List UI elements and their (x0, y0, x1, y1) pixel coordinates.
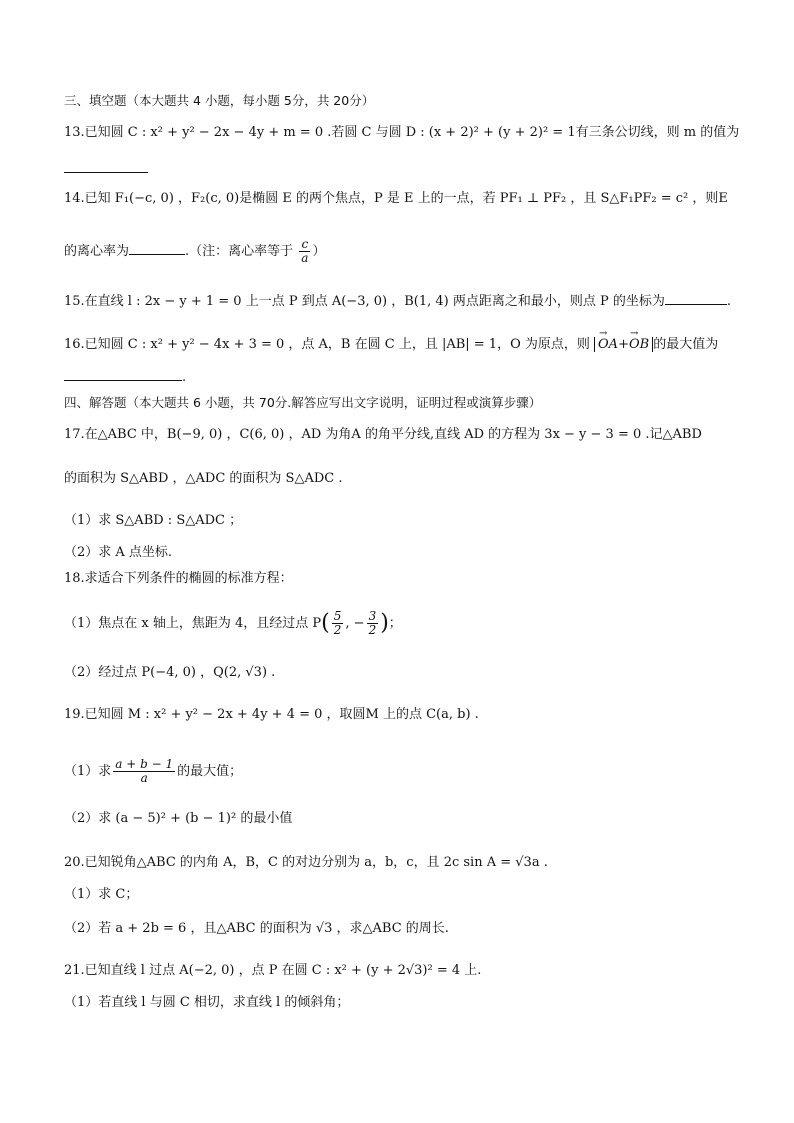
question-21-part1: （1）若直线 l 与圆 C 相切，求直线 l 的倾斜角； (64, 995, 350, 1010)
question-14-line2 (64, 238, 325, 265)
question-20-part1: （1）求 C； (64, 887, 139, 902)
q16-text: 16.已知圆 C : x² + y² − 4x + 3 = 0 ，点 A，B 在圆 C 上，且 |AB| = 1，O 为原点，则 (64, 337, 590, 352)
frac-numerator: c (299, 238, 310, 252)
question-18-title: 18.求适合下列条件的椭圆的标准方程： (64, 571, 293, 586)
q14-note: .（注：离心率等于 (185, 244, 294, 259)
q16-tail: 的最大值为 (653, 337, 719, 352)
vector-ob: → OB (629, 336, 649, 354)
frac-numerator: 5 (333, 609, 342, 623)
answer-blank-13 (64, 158, 148, 173)
question-20-title: 20.已知锐角△ABC 的内角 A，B，C 的对边分别为 a，b，c，且 2c sin A = √3a . (64, 855, 548, 870)
question-21-title: 21.已知直线 l 过点 A(−2, 0) ，点 P 在圆 C : x² + (y + 2√3)² = 4 上. (64, 963, 482, 978)
frac-numerator: 3 (368, 609, 377, 623)
eccentricity-fraction (299, 238, 310, 265)
q16-end: . (182, 370, 187, 385)
question-15 (64, 292, 731, 311)
fraction-expression (113, 758, 175, 785)
question-17-part2: （2）求 A 点坐标. (64, 545, 173, 560)
question-19-part2: （2）求 (a − 5)² + (b − 1)² 的最小值 (64, 811, 293, 826)
question-18-part2: （2）经过点 P(−4, 0) ，Q(2, √3) . (64, 665, 276, 680)
answer-blank-16 (64, 368, 182, 381)
section-4-heading: 四、解答题（本大题共 6 小题，共 70分.解答应写出文字说明，证明过程或演算步骤） (64, 395, 542, 410)
question-16-answer (64, 368, 186, 387)
question-20-part2: （2）若 a + 2b = 6 ，且△ABC 的面积为 √3 ，求△ABC 的周长. (64, 921, 449, 936)
question-16 (64, 336, 718, 354)
question-14-line1: 14.已知 F₁(−c, 0) ，F₂(c, 0)是椭圆 E 的两个焦点，P 是 E 上的一点，若 PF₁ ⊥ PF₂ ，且 S△F₁PF₂ = c² ，则E (64, 191, 728, 206)
fraction-5-2 (332, 610, 344, 637)
q19-part1-post: 的最大值； (177, 764, 243, 779)
answer-blank-15 (665, 292, 727, 305)
open-paren: ( (321, 610, 330, 636)
q14-text: 的离心率为 (64, 244, 130, 259)
section-3-heading: 三、填空题（本大题共 4 小题，每小题 5分，共 20分） (64, 93, 375, 108)
q18-part1-text: （1）焦点在 x 轴上，焦距为 4，且经过点 P (64, 616, 322, 631)
close-paren: ) (380, 610, 389, 636)
q15-end: . (726, 294, 731, 309)
question-13: 13.已知圆 C : x² + y² − 2x − 4y + m = 0 .若圆 C 与圆 D : (x + 2)² + (y + 2)² = 1有三条公切线，则 m 的值为 (64, 125, 740, 140)
vector-sum-magnitude (594, 337, 653, 352)
separator: , − (345, 616, 365, 631)
frac-denominator: a (140, 771, 148, 785)
frac-numerator: a + b − 1 (115, 757, 174, 771)
q15-text: 15.在直线 l : 2x − y + 1 = 0 上一点 P 到点 A(−3, 0) ，B(1, 4) 两点距离之和最小，则点 P 的坐标为 (64, 294, 665, 309)
question-19-title: 19.已知圆 M : x² + y² − 2x + 4y + 4 = 0 ，取圆M 上的点 C(a, b) . (64, 707, 479, 722)
fraction-3-2 (367, 610, 379, 637)
vector-oa: → OA (598, 336, 618, 354)
answer-blank-14 (129, 242, 185, 255)
q19-part1-pre: （1）求 (64, 764, 112, 779)
question-19-part1 (64, 758, 242, 785)
question-17-line2: 的面积为 S△ABD ，△ADC 的面积为 S△ADC . (64, 471, 343, 486)
question-18-part1 (64, 610, 402, 637)
question-17-line1: 17.在△ABC 中，B(−9, 0) ，C(6, 0) ，AD 为角A 的角平分线,直线 AD 的方程为 3x − y − 3 = 0 .记△ABD (64, 427, 702, 442)
question-17-part1: （1）求 S△ABD : S△ADC ； (64, 513, 243, 528)
q18-part1-end: ； (388, 616, 402, 631)
frac-denominator: a (301, 251, 309, 265)
vector-plus: + (618, 337, 629, 352)
q14-close: ） (312, 244, 326, 259)
frac-denominator: 2 (333, 623, 342, 637)
frac-denominator: 2 (368, 623, 377, 637)
